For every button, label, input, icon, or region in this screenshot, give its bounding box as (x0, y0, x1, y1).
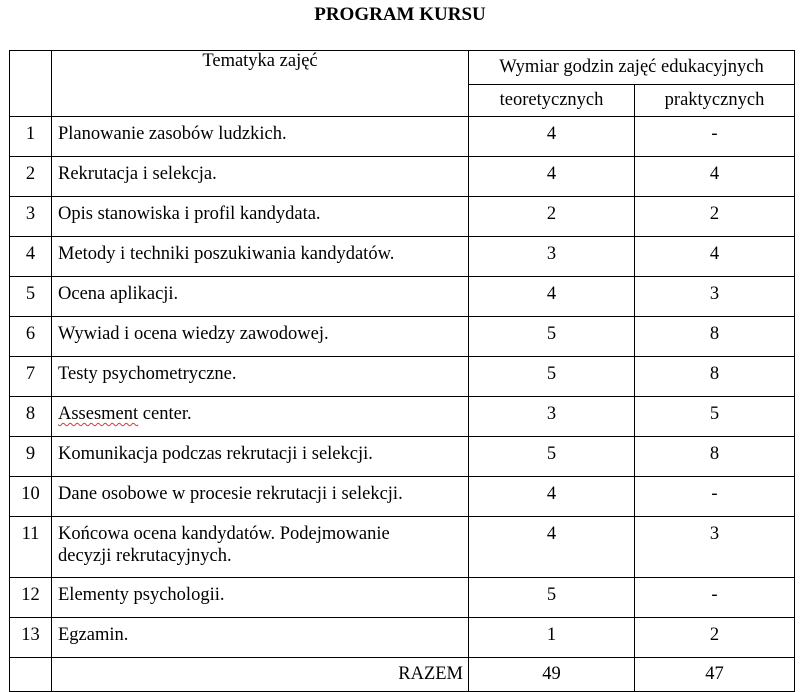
row-practice-hours: 2 (635, 618, 795, 658)
practice-column-header: praktycznych (635, 85, 795, 117)
total-practice-hours: 47 (635, 658, 795, 692)
row-theory-hours: 3 (469, 397, 635, 437)
row-number: 11 (10, 517, 52, 578)
row-topic: Elementy psychologii. (52, 578, 469, 618)
topic-column-header: Tematyka zajęć (52, 51, 469, 117)
row-theory-hours: 4 (469, 117, 635, 157)
row-number: 5 (10, 277, 52, 317)
table-row (10, 157, 795, 197)
table-row (10, 317, 795, 357)
row-practice-hours: 3 (635, 277, 795, 317)
row-topic (52, 397, 469, 437)
row-practice-hours: 4 (635, 157, 795, 197)
row-number: 4 (10, 237, 52, 277)
row-topic-line-1: Końcowa ocena kandydatów. Podejmowanie (58, 524, 390, 544)
row-theory-hours: 5 (469, 317, 635, 357)
row-topic-line-2: decyzji rekrutacyjnych. (58, 546, 232, 566)
row-number: 3 (10, 197, 52, 237)
theory-column-header: teoretycznych (469, 85, 635, 117)
row-topic: Dane osobowe w procesie rekrutacji i selekcji. (52, 477, 469, 517)
row-topic: Ocena aplikacji. (52, 277, 469, 317)
row-topic-rest: center. (138, 404, 192, 424)
row-theory-hours: 2 (469, 197, 635, 237)
row-practice-hours: - (635, 477, 795, 517)
row-practice-hours: 2 (635, 197, 795, 237)
row-practice-hours: 3 (635, 517, 795, 578)
table-row (10, 277, 795, 317)
row-theory-hours: 4 (469, 517, 635, 578)
row-theory-hours: 5 (469, 437, 635, 477)
row-number: 13 (10, 618, 52, 658)
row-topic: Testy psychometryczne. (52, 357, 469, 397)
row-topic: Opis stanowiska i profil kandydata. (52, 197, 469, 237)
row-practice-hours: 4 (635, 237, 795, 277)
row-practice-hours: 8 (635, 357, 795, 397)
row-theory-hours: 4 (469, 277, 635, 317)
table-row (10, 357, 795, 397)
table-row (10, 237, 795, 277)
table-row (10, 397, 795, 437)
row-practice-hours: - (635, 117, 795, 157)
row-topic: Egzamin. (52, 618, 469, 658)
row-theory-hours: 1 (469, 618, 635, 658)
row-theory-hours: 5 (469, 578, 635, 618)
row-practice-hours: - (635, 578, 795, 618)
row-topic: Komunikacja podczas rekrutacji i selekcji. (52, 437, 469, 477)
row-number: 1 (10, 117, 52, 157)
row-number: 2 (10, 157, 52, 197)
row-number: 10 (10, 477, 52, 517)
row-theory-hours: 3 (469, 237, 635, 277)
number-column-header (10, 51, 52, 117)
table-row (10, 477, 795, 517)
row-theory-hours: 5 (469, 357, 635, 397)
row-practice-hours: 8 (635, 437, 795, 477)
row-number: 12 (10, 578, 52, 618)
row-topic (52, 517, 469, 578)
misspelled-word: Assesment (58, 404, 139, 424)
document-title: PROGRAM KURSU (314, 4, 486, 25)
table-row (10, 618, 795, 658)
row-practice-hours: 8 (635, 317, 795, 357)
table-row (10, 197, 795, 237)
row-topic: Wywiad i ocena wiedzy zawodowej. (52, 317, 469, 357)
row-topic: Metody i techniki poszukiwania kandydatów. (52, 237, 469, 277)
row-theory-hours: 4 (469, 157, 635, 197)
course-program-table (9, 50, 795, 692)
total-row (10, 658, 795, 692)
row-number: 6 (10, 317, 52, 357)
total-label: RAZEM (52, 658, 469, 692)
table-row (10, 517, 795, 578)
table-row (10, 578, 795, 618)
table-row (10, 437, 795, 477)
row-theory-hours: 4 (469, 477, 635, 517)
row-topic: Planowanie zasobów ludzkich. (52, 117, 469, 157)
total-theory-hours: 49 (469, 658, 635, 692)
row-number: 7 (10, 357, 52, 397)
table-row (10, 117, 795, 157)
hours-column-header: Wymiar godzin zajęć edukacyjnych (469, 51, 795, 85)
row-number: 8 (10, 397, 52, 437)
table-header-row (10, 51, 795, 85)
row-topic: Rekrutacja i selekcja. (52, 157, 469, 197)
total-number-cell (10, 658, 52, 692)
row-number: 9 (10, 437, 52, 477)
row-practice-hours: 5 (635, 397, 795, 437)
